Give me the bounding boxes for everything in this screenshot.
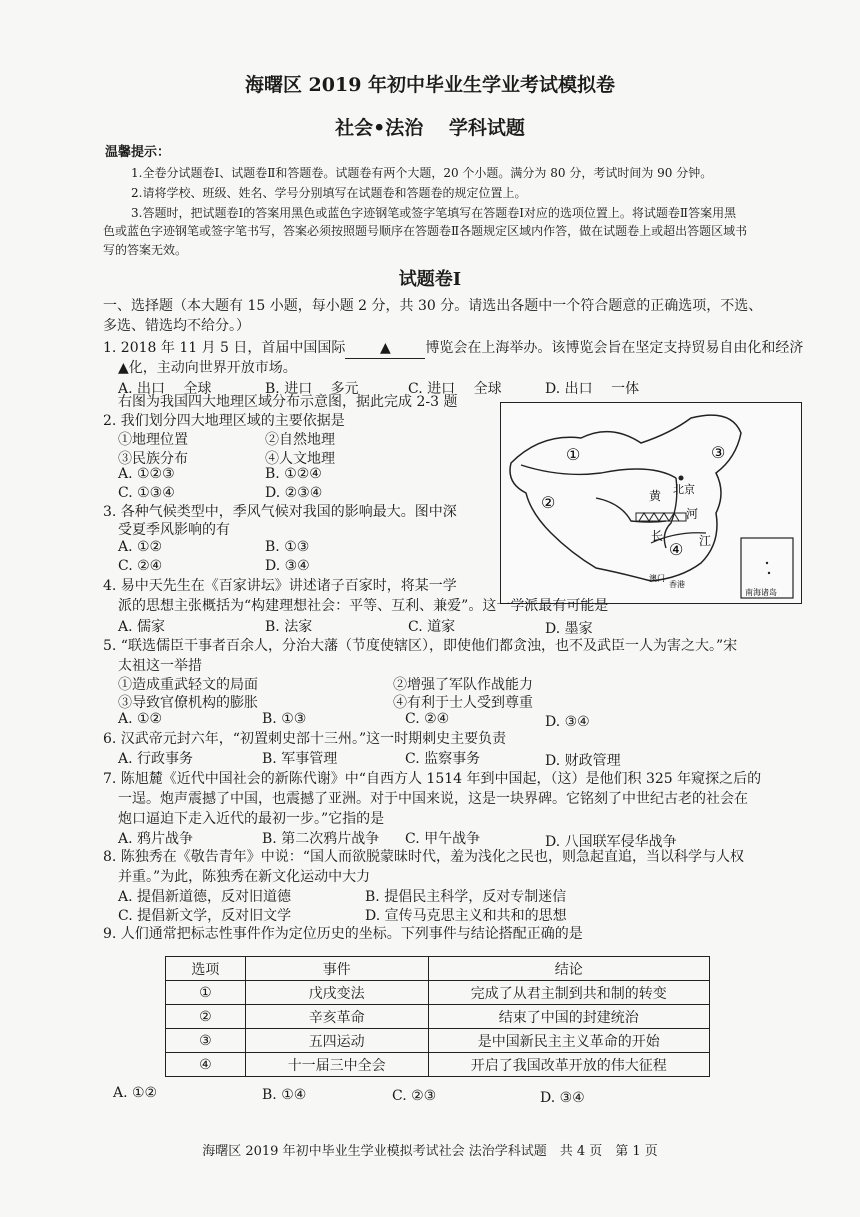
tip-line: 1.全卷分试题卷Ⅰ、试题卷Ⅱ和答题卷。试题卷有两个大题，20 个小题。满分为 80 分，考试时间为 90 分钟。 <box>131 166 713 180</box>
q2-item: ①地理位置 <box>118 432 188 448</box>
q4-option-a[interactable]: A. 儒家 <box>118 619 166 635</box>
q8-option-c[interactable]: C. 提倡新文学，反对旧文学 <box>118 908 292 924</box>
section-intro: 一、选择题（本大题有 15 小题，每小题 2 分，共 30 分。请选出各题中一个符合题意的正确选项，不选、 <box>103 298 763 314</box>
map-region-1: ① <box>566 445 581 464</box>
map-region-2: ② <box>541 493 556 512</box>
table-cell: 戊戌变法 <box>245 981 428 1005</box>
question-1-cont: ▲化，主动向世界开放市场。 <box>118 360 297 376</box>
section-intro: 多选、错选均不给分。） <box>103 318 250 334</box>
q6-option-c[interactable]: C. 监察事务 <box>405 751 481 767</box>
q7-option-a[interactable]: A. 鸦片战争 <box>118 831 194 847</box>
q3-option-c[interactable]: C. ②④ <box>118 558 163 574</box>
question-7: 7. 陈旭麓《近代中国社会的新陈代谢》中“自西方人 1514 年到中国起，（这）是他们积 325 年窥探之后的 <box>103 771 762 787</box>
map-intro: 右图为我国四大地理区域分布示意图，据此完成 2-3 题 <box>118 394 458 410</box>
table-row <box>166 1053 710 1077</box>
table-cell: 十一届三中全会 <box>245 1053 428 1077</box>
section-title: 试题卷Ⅰ <box>398 269 462 290</box>
q5-item: ③导致官僚机构的膨胀 <box>118 695 258 711</box>
map-nanhai: 南海诸岛 <box>745 588 777 597</box>
question-5-cont: 太祖这一举措 <box>118 658 202 674</box>
q8-option-d[interactable]: D. 宣传马克思主义和共和的思想 <box>365 908 567 924</box>
q5-option-b[interactable]: B. ①③ <box>262 711 307 727</box>
table-header-row <box>166 957 710 981</box>
tip-line: 2.请将学校、班级、姓名、学号分别填写在试题卷和答题卷的规定位置上。 <box>131 186 527 200</box>
page-footer: 海曙区 2019 年初中毕业生学业模拟考试社会 法治学科试题 共 4 页 第 1 页 <box>202 1144 658 1159</box>
question-7-cont: 炮口逼迫下走入近代的最初一步。”它指的是 <box>118 811 385 827</box>
q4-option-d[interactable]: D. 墨家 <box>545 621 593 637</box>
q8-option-a[interactable]: A. 提倡新道德，反对旧道德 <box>118 889 292 905</box>
q5-item: ①造成重武轻文的局面 <box>118 677 258 693</box>
q5-option-c[interactable]: C. ②④ <box>405 711 450 727</box>
table-row <box>166 1029 710 1053</box>
question-1: 1. 2018 年 11 月 5 日，首届中国国际 ▲ 博览会在上海举办。该博览会旨在坚定支持贸易自由化和经济 <box>103 338 803 359</box>
map-huang: 黄 <box>649 489 662 503</box>
tips-heading: 温馨提示： <box>105 145 171 160</box>
table-cell: ③ <box>166 1029 246 1053</box>
map-drawing <box>501 403 801 603</box>
table-cell: 是中国新民主主义革命的开始 <box>428 1029 709 1053</box>
q2-item: ②自然地理 <box>265 432 335 448</box>
map-jiang: 江 <box>699 534 712 548</box>
table-header: 选项 <box>166 957 246 981</box>
question-4: 4. 易中天先生在《百家讲坛》讲述诸子百家时，将某一学 <box>103 578 457 594</box>
q1-option-a[interactable]: A. 出口 全球 <box>118 381 212 397</box>
question-5: 5. “联选儒臣干事者百余人，分治大藩（节度使辖区），即使他们都贪浊，也不及武臣一人为害之大。”宋 <box>103 638 738 654</box>
table-row <box>166 1005 710 1029</box>
q3-option-a[interactable]: A. ①② <box>118 539 163 555</box>
map-chang: 长 <box>651 529 664 543</box>
table-row <box>166 981 710 1005</box>
q5-item: ④有利于士人受到尊重 <box>393 695 533 711</box>
table-cell: 完成了从君主制到共和制的转变 <box>428 981 709 1005</box>
q9-option-c[interactable]: C. ②③ <box>392 1088 437 1104</box>
q2-option-d[interactable]: D. ②③④ <box>265 485 323 501</box>
table-cell: 开启了我国改革开放的伟大征程 <box>428 1053 709 1077</box>
q5-item: ②增强了军队作战能力 <box>393 677 533 693</box>
answer-blank: ▲ <box>345 338 425 359</box>
question-3: 3. 各种气候类型中，季风气候对我国的影响最大。图中深 <box>103 504 457 520</box>
q1-option-d[interactable]: D. 出口 一体 <box>545 381 640 397</box>
q7-option-d[interactable]: D. 八国联军侵华战争 <box>545 834 677 850</box>
question-4-cont: 派的思想主张概括为“构建理想社会：平等、互利、兼爱”。这一学派最有可能是 <box>118 598 609 614</box>
tip-line: 写的答案无效。 <box>103 243 188 257</box>
q2-option-b[interactable]: B. ①②④ <box>265 466 322 482</box>
china-regions-map <box>500 402 802 604</box>
map-he: 河 <box>686 507 699 521</box>
table-header: 事件 <box>245 957 428 981</box>
q9-table <box>165 956 710 1077</box>
table-cell: 结束了中国的封建统治 <box>428 1005 709 1029</box>
map-hongkong: 香港 <box>669 580 685 589</box>
map-region-4: ④ <box>669 540 684 559</box>
q7-option-b[interactable]: B. 第二次鸦片战争 <box>262 831 380 847</box>
q2-item: ④人文地理 <box>265 451 335 467</box>
table-header: 结论 <box>428 957 709 981</box>
question-8: 8. 陈独秀在《敬告青年》中说：“国人而欲脱蒙昧时代，羞为浅化之民也，则急起直追，当以科学与人权 <box>103 849 744 865</box>
tip-line: 色或蓝色字迹钢笔或签字笔书写，答案必须按照题号顺序在答题卷Ⅱ各题规定区域内作答，做在试题卷上或超出答题区域书 <box>103 224 748 238</box>
q9-option-a[interactable]: A. ①② <box>113 1085 158 1101</box>
q8-option-b[interactable]: B. 提倡民主科学，反对专制迷信 <box>365 889 567 905</box>
question-7-cont: 一逞。炮声震撼了中国，也震撼了亚洲。对于中国来说，这是一块界碑。它铭刻了中世纪古老的社会在 <box>118 791 748 807</box>
q3-option-d[interactable]: D. ③④ <box>265 558 310 574</box>
table-cell: 辛亥革命 <box>245 1005 428 1029</box>
q7-option-c[interactable]: C. 甲午战争 <box>405 831 481 847</box>
q6-option-d[interactable]: D. 财政管理 <box>545 753 621 769</box>
q6-option-a[interactable]: A. 行政事务 <box>118 751 194 767</box>
map-macau: 澳门 <box>649 574 665 583</box>
question-8-cont: 并重。”为此，陈独秀在新文化运动中大力 <box>118 869 371 885</box>
exam-subtitle: 社会•法治 学科试题 <box>335 117 525 139</box>
q6-option-b[interactable]: B. 军事管理 <box>262 751 338 767</box>
question-3-cont: 受夏季风影响的有 <box>118 522 230 538</box>
table-cell: 五四运动 <box>245 1029 428 1053</box>
q9-option-d[interactable]: D. ③④ <box>540 1090 585 1106</box>
table-cell: ② <box>166 1005 246 1029</box>
exam-title: 海曙区 2019 年初中毕业生学业考试模拟卷 <box>244 74 616 96</box>
question-9: 9. 人们通常把标志性事件作为定位历史的坐标。下列事件与结论搭配正确的是 <box>103 926 583 942</box>
q1-option-c[interactable]: C. 进口 全球 <box>408 381 502 397</box>
q3-option-b[interactable]: B. ①③ <box>265 539 310 555</box>
question-2: 2. 我们划分四大地理区域的主要依据是 <box>103 413 345 429</box>
map-beijing: 北京 <box>673 483 695 496</box>
q4-option-b[interactable]: B. 法家 <box>265 619 313 635</box>
q2-option-c[interactable]: C. ①③④ <box>118 485 175 501</box>
q2-item: ③民族分布 <box>118 451 188 467</box>
table-cell: ① <box>166 981 246 1005</box>
q9-option-b[interactable]: B. ①④ <box>262 1087 307 1103</box>
tip-line: 3.答题时，把试题卷Ⅰ的答案用黑色或蓝色字迹钢笔或签字笔填写在答题卷Ⅰ对应的选项位置上。将试题卷Ⅱ答案用黑 <box>131 206 737 220</box>
q2-option-a[interactable]: A. ①②③ <box>118 466 175 482</box>
table-cell: ④ <box>166 1053 246 1077</box>
q1-option-b[interactable]: B. 进口 多元 <box>265 381 359 397</box>
q4-option-c[interactable]: C. 道家 <box>408 619 456 635</box>
map-region-3: ③ <box>711 443 726 462</box>
q5-option-d[interactable]: D. ③④ <box>545 714 590 730</box>
question-6: 6. 汉武帝元封六年，“初置刺史部十三州。”这一时期刺史主要负责 <box>103 731 507 747</box>
q5-option-a[interactable]: A. ①② <box>118 711 163 727</box>
